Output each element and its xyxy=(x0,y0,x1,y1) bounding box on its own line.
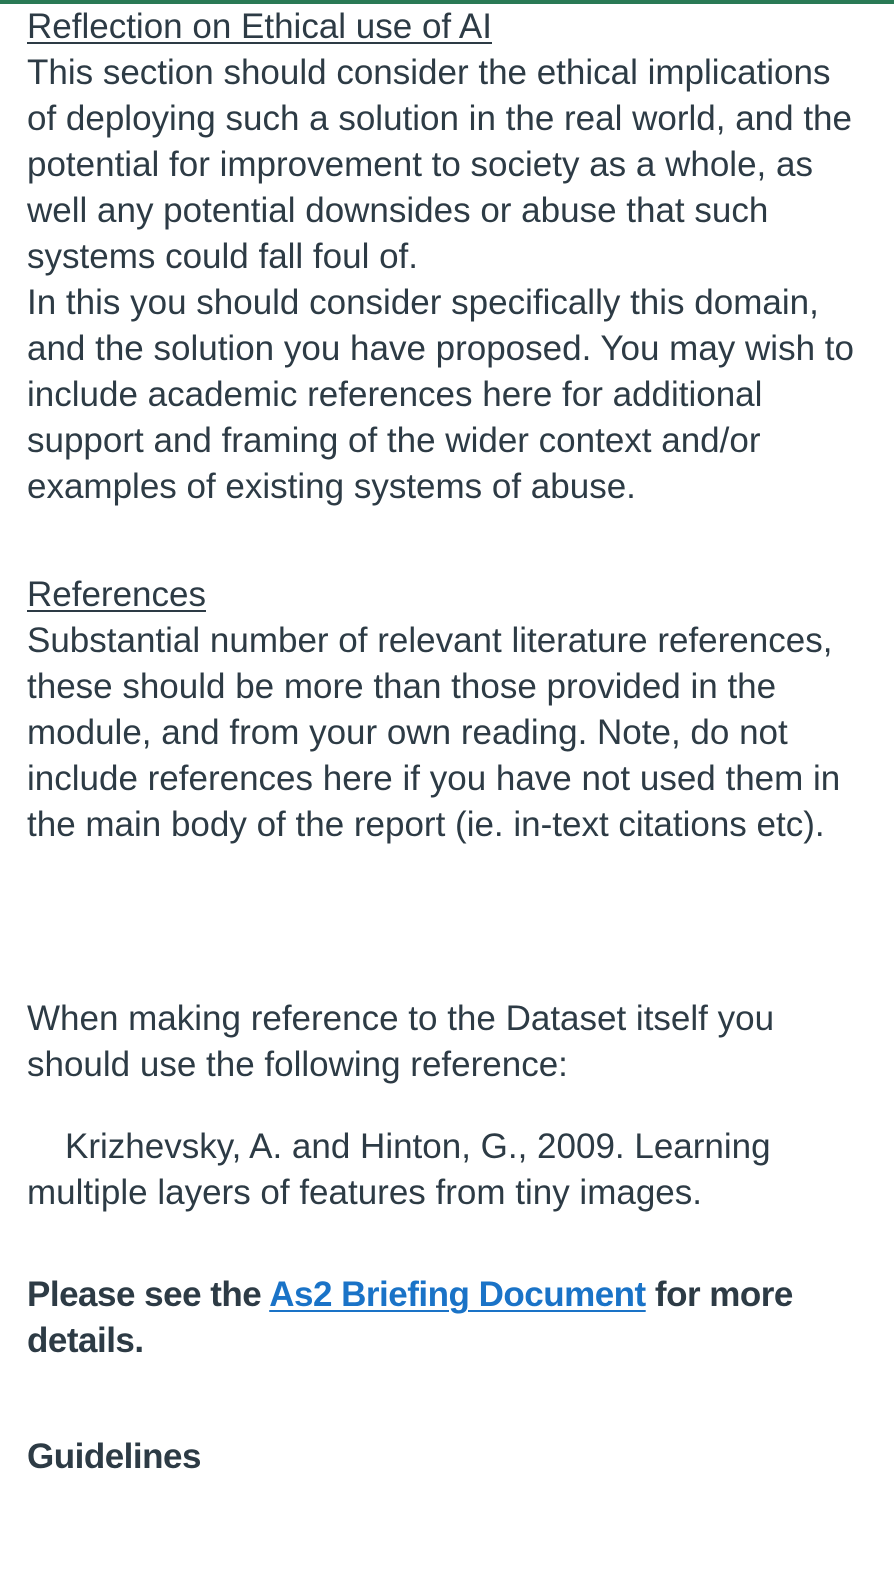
briefing-document-link[interactable]: As2 Briefing Document xyxy=(269,1275,646,1314)
dataset-citation: Krizhevsky, A. and Hinton, G., 2009. Learning multiple layers of features from tiny images. xyxy=(27,1127,771,1212)
ethics-paragraph-1: This section should consider the ethical implications of deploying such a solution in the real world, and the potential for improvement to society as a whole, as well any potential downsides or abuse that such systems could fall foul of. xyxy=(27,53,852,276)
briefing-prefix: Please see the xyxy=(27,1275,270,1314)
ethics-paragraph-2: In this you should consider specifically this domain, and the solution you have proposed. You may wish to include academic references here for additional support and framing of the wider context and/or examples of existing systems of abuse. xyxy=(27,283,854,506)
guidelines-heading: Guidelines xyxy=(27,1437,201,1476)
references-heading: References xyxy=(27,575,206,614)
briefing-suffix: for more details. xyxy=(27,1275,793,1360)
dataset-reference-intro: When making reference to the Dataset itself you should use the following reference: xyxy=(27,999,775,1084)
assignment-content xyxy=(0,4,894,1480)
briefing-note xyxy=(27,1272,854,1364)
ethics-heading: Reflection on Ethical use of AI xyxy=(27,7,492,46)
references-paragraph: Substantial number of relevant literature references, these should be more than those provided in the module, and from your own reading. Note, do not include references here if you have not used them in the main body of the report (ie. in-text citations etc). xyxy=(27,621,841,844)
